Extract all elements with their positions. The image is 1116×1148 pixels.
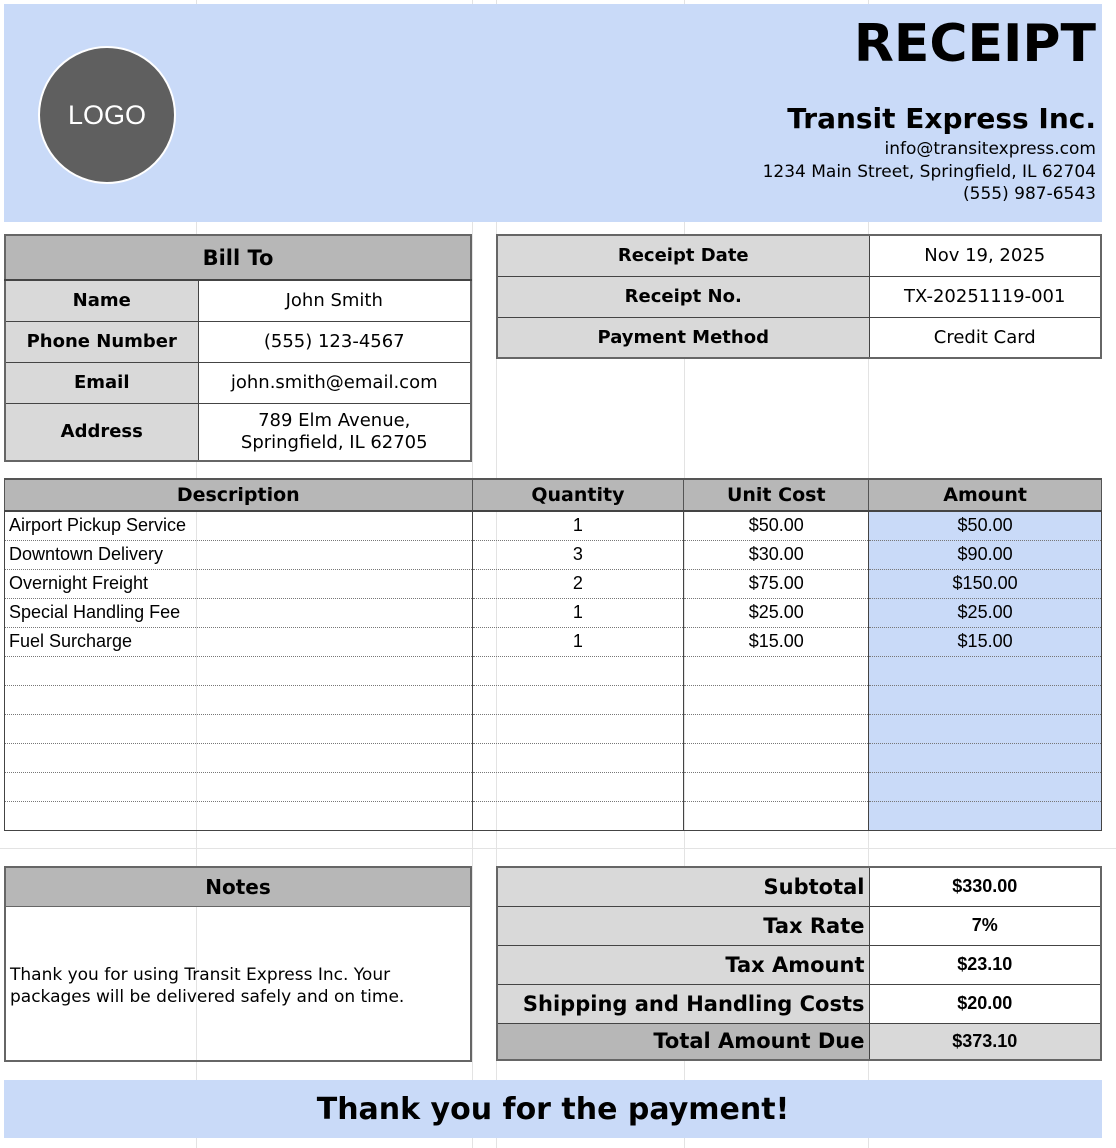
customer-phone-value: (555) 123-4567 [198,321,471,362]
totals-row [497,867,1101,906]
table-row [5,598,1102,627]
shipping-value: $20.00 [869,984,1101,1023]
tax-rate-value: 7% [869,906,1101,945]
item-amount: $90.00 [869,540,1102,569]
logo-text: LOGO [67,99,147,130]
item-amount [869,743,1102,772]
item-amount: $50.00 [869,511,1102,540]
item-quantity: 1 [472,598,684,627]
tax-amount-value: $23.10 [869,945,1101,984]
gridline [0,848,1116,849]
company-phone: (555) 987-6543 [963,184,1096,204]
table-row [5,772,1102,801]
receipt-info-row [497,235,1101,276]
bill-to-row [5,321,471,362]
item-quantity: 1 [472,511,684,540]
totals-row [497,945,1101,984]
item-amount [869,714,1102,743]
total-due-label: Total Amount Due [497,1023,869,1060]
totals-row [497,906,1101,945]
item-description: Overnight Freight [5,569,473,598]
customer-email-value: john.smith@email.com [198,362,471,403]
table-row [5,540,1102,569]
shipping-label: Shipping and Handling Costs [497,984,869,1023]
payment-method-value: Credit Card [869,317,1101,358]
table-row [5,685,1102,714]
item-unit-cost [684,685,869,714]
item-amount [869,772,1102,801]
item-quantity [472,714,684,743]
item-description: Special Handling Fee [5,598,473,627]
item-amount: $15.00 [869,627,1102,656]
item-description [5,743,473,772]
item-unit-cost [684,801,869,830]
total-due-value: $373.10 [869,1023,1101,1060]
subtotal-label: Subtotal [497,867,869,906]
receipt-info-label: Receipt No. [497,276,869,317]
item-amount: $150.00 [869,569,1102,598]
bill-to-row [5,280,471,321]
receipt-date-value: Nov 19, 2025 [869,235,1101,276]
item-description [5,772,473,801]
item-unit-cost [684,743,869,772]
item-quantity [472,656,684,685]
receipt-title: RECEIPT [853,14,1096,74]
bill-to-label: Email [5,362,198,403]
subtotal-value: $330.00 [869,867,1101,906]
thank-you-message: Thank you for the payment! [316,1091,790,1127]
receipt-info-table [496,234,1102,359]
item-amount [869,685,1102,714]
item-unit-cost [684,656,869,685]
bill-to-label: Name [5,280,198,321]
table-row [5,569,1102,598]
table-row [5,743,1102,772]
company-name: Transit Express Inc. [787,102,1096,135]
item-description [5,685,473,714]
receipt-info-label: Receipt Date [497,235,869,276]
company-logo [38,46,176,184]
customer-address-value: 789 Elm Avenue, Springfield, IL 62705 [198,403,471,461]
column-header-unit-cost: Unit Cost [684,479,869,511]
receipt-info-row [497,276,1101,317]
bill-to-label: Address [5,403,198,461]
item-quantity [472,685,684,714]
item-unit-cost: $50.00 [684,511,869,540]
receipt-info-row [497,317,1101,358]
item-quantity: 1 [472,627,684,656]
table-row [5,801,1102,830]
item-description: Downtown Delivery [5,540,473,569]
item-description: Fuel Surcharge [5,627,473,656]
thank-you-banner [4,1080,1102,1138]
item-quantity: 3 [472,540,684,569]
table-row [5,627,1102,656]
receipt-info-label: Payment Method [497,317,869,358]
bill-to-row [5,362,471,403]
item-unit-cost [684,714,869,743]
item-quantity [472,772,684,801]
item-unit-cost: $75.00 [684,569,869,598]
item-description [5,714,473,743]
table-row [5,656,1102,685]
tax-rate-label: Tax Rate [497,906,869,945]
table-row [5,511,1102,540]
item-amount [869,656,1102,685]
item-quantity [472,743,684,772]
item-amount [869,801,1102,830]
item-quantity [472,801,684,830]
item-unit-cost: $25.00 [684,598,869,627]
column-header-amount: Amount [869,479,1102,511]
bill-to-heading: Bill To [5,235,471,280]
item-description: Airport Pickup Service [5,511,473,540]
company-address: 1234 Main Street, Springfield, IL 62704 [762,162,1096,182]
column-header-description: Description [5,479,473,511]
line-items-table [4,478,1102,831]
notes-heading: Notes [6,868,470,907]
totals-row [497,1023,1101,1060]
company-email: info@transitexpress.com [884,139,1096,159]
tax-amount-label: Tax Amount [497,945,869,984]
totals-table [496,866,1102,1061]
receipt-number-value: TX-20251119-001 [869,276,1101,317]
bill-to-row [5,403,471,461]
notes-text: Thank you for using Transit Express Inc. Your packages will be delivered safely and on time. [10,965,405,1007]
item-unit-cost: $15.00 [684,627,869,656]
item-description [5,656,473,685]
column-header-quantity: Quantity [472,479,684,511]
item-unit-cost: $30.00 [684,540,869,569]
item-description [5,801,473,830]
item-unit-cost [684,772,869,801]
bill-to-label: Phone Number [5,321,198,362]
totals-row [497,984,1101,1023]
item-quantity: 2 [472,569,684,598]
item-amount: $25.00 [869,598,1102,627]
bill-to-table [4,234,472,462]
table-row [5,714,1102,743]
customer-name-value: John Smith [198,280,471,321]
notes-box [4,866,472,1062]
